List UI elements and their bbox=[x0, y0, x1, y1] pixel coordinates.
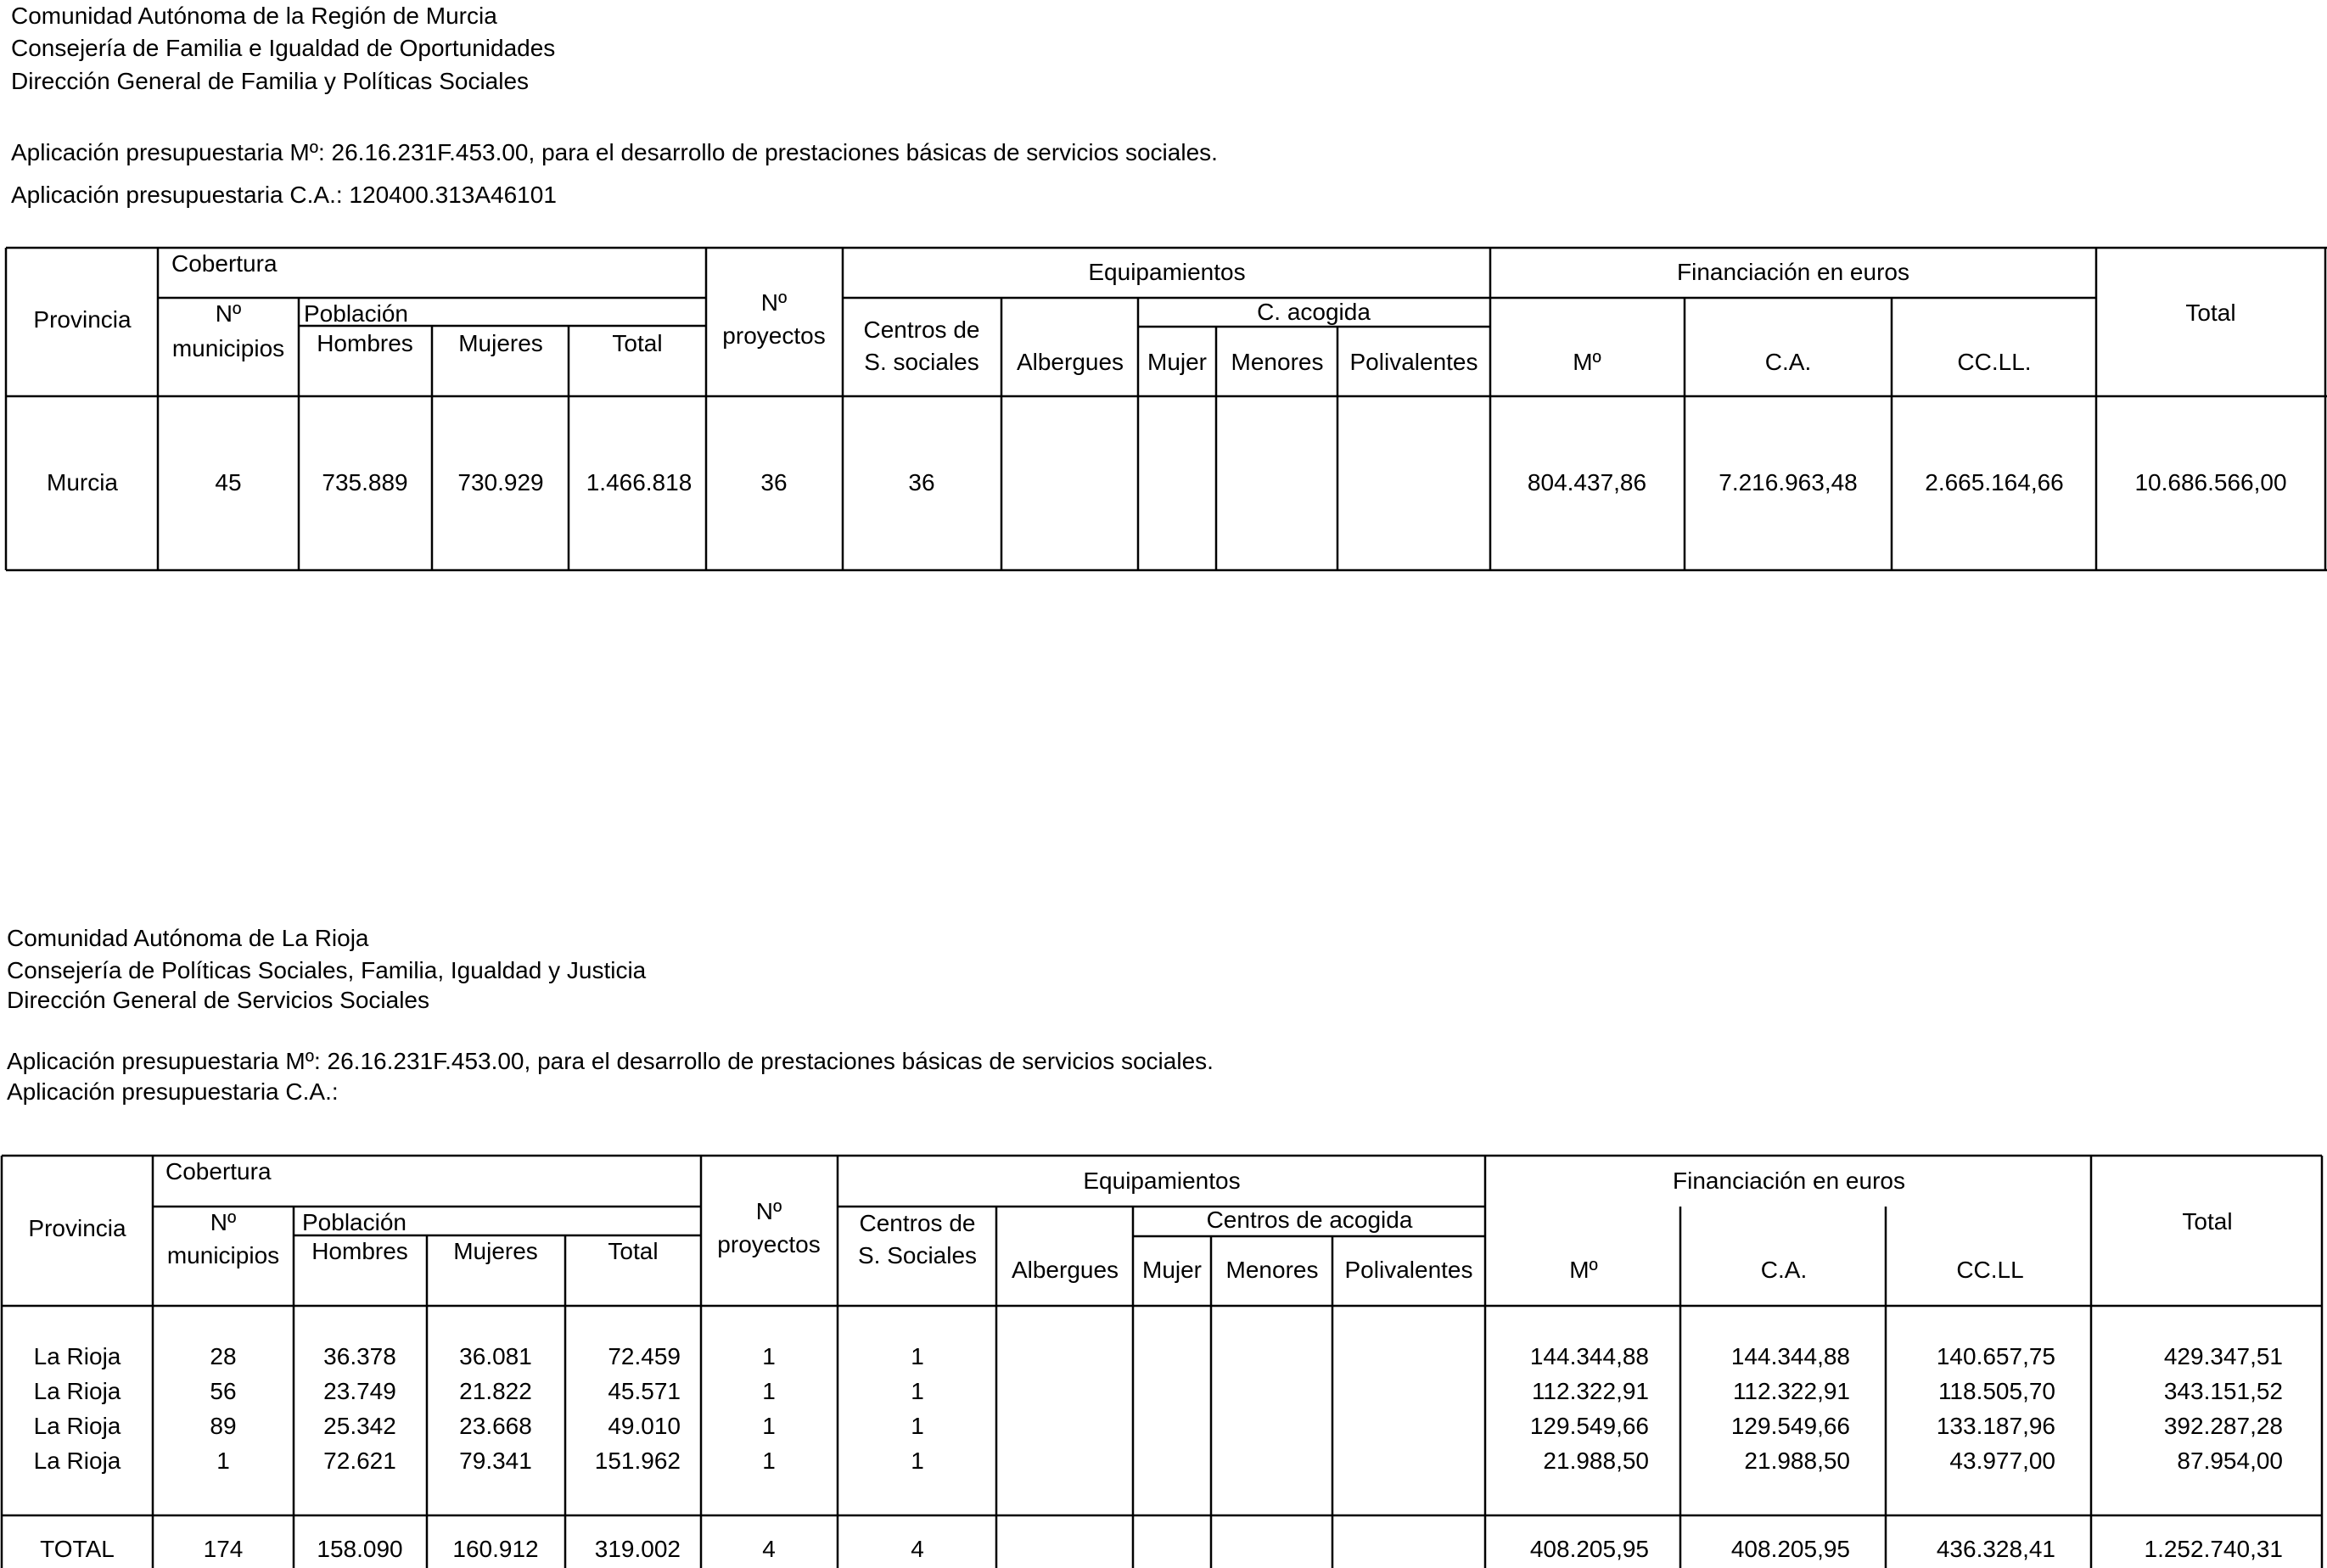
murcia-th-total-pob: Total bbox=[612, 330, 663, 356]
rioja-th-mujeres: Mujeres bbox=[453, 1238, 538, 1264]
murcia-cell-provincia: Murcia bbox=[46, 469, 119, 496]
murcia-th-polivalentes: Polivalentes bbox=[1349, 349, 1478, 375]
rioja-row-2-ca: 129.549,66 bbox=[1730, 1413, 1850, 1439]
rioja-row-3-provincia: La Rioja bbox=[33, 1448, 121, 1474]
rioja-th-c-acogida: Centros de acogida bbox=[1206, 1207, 1413, 1233]
rioja-th-equipamientos: Equipamientos bbox=[1083, 1168, 1241, 1194]
rioja-row-3-ccll: 43.977,00 bbox=[1949, 1448, 2055, 1474]
rioja-row-1-total: 343.151,52 bbox=[2163, 1378, 2283, 1404]
murcia-th-financiacion: Financiación en euros bbox=[1677, 259, 1909, 285]
rioja-row-0-ca: 144.344,88 bbox=[1730, 1343, 1850, 1369]
rioja-row-2-municipios: 89 bbox=[210, 1413, 237, 1439]
rioja-th-centros-2: S. Sociales bbox=[857, 1242, 978, 1268]
rioja-header-line-2: Consejería de Políticas Sociales, Familia, Igualdad y Justicia bbox=[7, 957, 647, 983]
rioja-th-albergues: Albergues bbox=[1011, 1257, 1119, 1283]
murcia-aplicacion-m: Aplicación presupuestaria Mº: 26.16.231F.453.00, para el desarrollo de prestaciones básicas de servicios sociales. bbox=[11, 139, 1218, 165]
rioja-total-provincia: TOTAL bbox=[40, 1536, 115, 1562]
murcia-th-centros-1: Centros de bbox=[863, 316, 980, 343]
rioja-total-total-pob: 319.002 bbox=[594, 1536, 681, 1562]
rioja-row-1-mujeres: 21.822 bbox=[459, 1378, 532, 1404]
rioja-th-m: Mº bbox=[1569, 1257, 1598, 1283]
murcia-th-m: Mº bbox=[1573, 349, 1601, 375]
rioja-row-1-ccll: 118.505,70 bbox=[1937, 1378, 2055, 1404]
rioja-th-hombres: Hombres bbox=[311, 1238, 408, 1264]
rioja-total-total: 1.252.740,31 bbox=[2144, 1536, 2283, 1562]
murcia-cell-hombres: 735.889 bbox=[322, 469, 408, 496]
rioja-row-3-mujeres: 79.341 bbox=[459, 1448, 532, 1474]
rioja-th-polivalentes: Polivalentes bbox=[1344, 1257, 1473, 1283]
murcia-cell-total-pob: 1.466.818 bbox=[586, 469, 692, 496]
murcia-th-poblacion: Población bbox=[304, 300, 408, 327]
rioja-header-line-1: Comunidad Autónoma de La Rioja bbox=[7, 925, 369, 951]
murcia-cell-mujeres: 730.929 bbox=[457, 469, 544, 496]
murcia-th-hombres: Hombres bbox=[317, 330, 413, 356]
rioja-row-1-proyectos: 1 bbox=[762, 1378, 776, 1404]
rioja-row-0-m: 144.344,88 bbox=[1529, 1343, 1649, 1369]
murcia-th-ccll: CC.LL. bbox=[1957, 349, 2032, 375]
rioja-th-cobertura: Cobertura bbox=[165, 1158, 272, 1184]
rioja-header-line-3: Dirección General de Servicios Sociales bbox=[7, 987, 429, 1013]
rioja-th-municipios-2: municipios bbox=[166, 1242, 280, 1268]
rioja-row-2-mujeres: 23.668 bbox=[459, 1413, 532, 1439]
rioja-th-municipios-1: Nº bbox=[210, 1209, 237, 1235]
rioja-row-3-m: 21.988,50 bbox=[1543, 1448, 1649, 1474]
rioja-th-ccll: CC.LL bbox=[1956, 1257, 2024, 1283]
rioja-row-2-proyectos: 1 bbox=[762, 1413, 776, 1439]
murcia-cell-municipios: 45 bbox=[215, 469, 242, 496]
rioja-row-3-total-pob: 151.962 bbox=[594, 1448, 681, 1474]
rioja-row-3-ca: 21.988,50 bbox=[1744, 1448, 1850, 1474]
rioja-row-3-municipios: 1 bbox=[216, 1448, 230, 1474]
murcia-th-mujeres: Mujeres bbox=[458, 330, 543, 356]
rioja-row-0-ccll: 140.657,75 bbox=[1936, 1343, 2055, 1369]
rioja-row-0-mujeres: 36.081 bbox=[459, 1343, 532, 1369]
rioja-row-3-hombres: 72.621 bbox=[323, 1448, 396, 1474]
rioja-total-hombres: 158.090 bbox=[317, 1536, 403, 1562]
murcia-header-line-2: Consejería de Familia e Igualdad de Oportunidades bbox=[11, 35, 556, 61]
rioja-th-proyectos-2: proyectos bbox=[717, 1231, 821, 1257]
rioja-th-provincia: Provincia bbox=[28, 1215, 126, 1241]
murcia-aplicacion-ca: Aplicación presupuestaria C.A.: 120400.313A46101 bbox=[11, 182, 557, 208]
rioja-total-mujeres: 160.912 bbox=[452, 1536, 539, 1562]
rioja-total-m: 408.205,95 bbox=[1529, 1536, 1649, 1562]
rioja-row-2-hombres: 25.342 bbox=[323, 1413, 396, 1439]
rioja-row-0-total-pob: 72.459 bbox=[608, 1343, 681, 1369]
rioja-row-1-ca: 112.322,91 bbox=[1732, 1378, 1850, 1404]
rioja-th-ca: C.A. bbox=[1760, 1257, 1808, 1283]
rioja-row-3-proyectos: 1 bbox=[762, 1448, 776, 1474]
murcia-header-line-3: Dirección General de Familia y Políticas Sociales bbox=[11, 68, 530, 94]
rioja-th-total: Total bbox=[2182, 1208, 2233, 1235]
murcia-cell-total: 10.686.566,00 bbox=[2134, 469, 2287, 496]
rioja-row-3-total: 87.954,00 bbox=[2177, 1448, 2283, 1474]
murcia-th-cobertura: Cobertura bbox=[171, 250, 278, 277]
murcia-th-albergues: Albergues bbox=[1016, 349, 1124, 375]
murcia-th-provincia: Provincia bbox=[33, 306, 132, 333]
murcia-cell-m: 804.437,86 bbox=[1527, 469, 1647, 496]
murcia-th-mujer: Mujer bbox=[1147, 349, 1208, 375]
rioja-row-1-m: 112.322,91 bbox=[1531, 1378, 1649, 1404]
murcia-th-total: Total bbox=[2185, 300, 2236, 326]
rioja-row-2-provincia: La Rioja bbox=[33, 1413, 121, 1439]
rioja-th-proyectos-1: Nº bbox=[755, 1198, 782, 1224]
murcia-table-lines bbox=[6, 248, 2327, 570]
rioja-row-2-centros: 1 bbox=[911, 1413, 924, 1439]
rioja-aplicacion-m: Aplicación presupuestaria Mº: 26.16.231F.453.00, para el desarrollo de prestaciones básicas de servicios sociales. bbox=[7, 1048, 1214, 1074]
murcia-cell-ccll: 2.665.164,66 bbox=[1925, 469, 2064, 496]
rioja-total-proyectos: 4 bbox=[762, 1536, 776, 1562]
murcia-th-municipios-2: municipios bbox=[171, 335, 285, 361]
rioja-th-total-pob: Total bbox=[608, 1238, 659, 1264]
murcia-th-equipamientos: Equipamientos bbox=[1088, 259, 1246, 285]
murcia-header-line-1: Comunidad Autónoma de la Región de Murcia bbox=[11, 3, 497, 29]
rioja-row-0-provincia: La Rioja bbox=[33, 1343, 121, 1369]
rioja-th-poblacion: Población bbox=[302, 1209, 407, 1235]
murcia-cell-ca: 7.216.963,48 bbox=[1719, 469, 1858, 496]
rioja-th-financiacion: Financiación en euros bbox=[1673, 1168, 1905, 1194]
murcia-th-centros-2: S. sociales bbox=[864, 349, 979, 375]
rioja-row-0-centros: 1 bbox=[911, 1343, 924, 1369]
rioja-row-1-centros: 1 bbox=[911, 1378, 924, 1404]
rioja-row-0-municipios: 28 bbox=[210, 1343, 237, 1369]
rioja-aplicacion-ca: Aplicación presupuestaria C.A.: bbox=[7, 1078, 339, 1105]
rioja-row-3-centros: 1 bbox=[911, 1448, 924, 1474]
murcia-th-proyectos-1: Nº bbox=[760, 289, 788, 316]
rioja-row-1-provincia: La Rioja bbox=[33, 1378, 121, 1404]
rioja-row-0-total: 429.347,51 bbox=[2163, 1343, 2283, 1369]
rioja-row-0-hombres: 36.378 bbox=[323, 1343, 396, 1369]
murcia-cell-centros: 36 bbox=[908, 469, 935, 496]
murcia-th-c-acogida: C. acogida bbox=[1257, 299, 1371, 325]
rioja-row-0-proyectos: 1 bbox=[762, 1343, 776, 1369]
murcia-th-municipios-1: Nº bbox=[215, 300, 242, 327]
rioja-total-centros: 4 bbox=[911, 1536, 924, 1562]
rioja-th-menores: Menores bbox=[1225, 1257, 1319, 1283]
rioja-row-2-ccll: 133.187,96 bbox=[1936, 1413, 2055, 1439]
rioja-row-1-municipios: 56 bbox=[210, 1378, 237, 1404]
murcia-cell-proyectos: 36 bbox=[760, 469, 788, 496]
murcia-th-menores: Menores bbox=[1231, 349, 1324, 375]
rioja-total-ca: 408.205,95 bbox=[1730, 1536, 1850, 1562]
murcia-th-ca: C.A. bbox=[1764, 349, 1812, 375]
rioja-row-2-total-pob: 49.010 bbox=[608, 1413, 681, 1439]
rioja-th-mujer: Mujer bbox=[1141, 1257, 1203, 1283]
rioja-row-2-m: 129.549,66 bbox=[1529, 1413, 1649, 1439]
rioja-total-ccll: 436.328,41 bbox=[1936, 1536, 2055, 1562]
rioja-row-1-total-pob: 45.571 bbox=[608, 1378, 681, 1404]
rioja-total-municipios: 174 bbox=[203, 1536, 244, 1562]
rioja-th-centros-1: Centros de bbox=[859, 1210, 976, 1236]
rioja-row-1-hombres: 23.749 bbox=[323, 1378, 396, 1404]
rioja-row-2-total: 392.287,28 bbox=[2163, 1413, 2283, 1439]
murcia-th-proyectos-2: proyectos bbox=[722, 322, 826, 349]
